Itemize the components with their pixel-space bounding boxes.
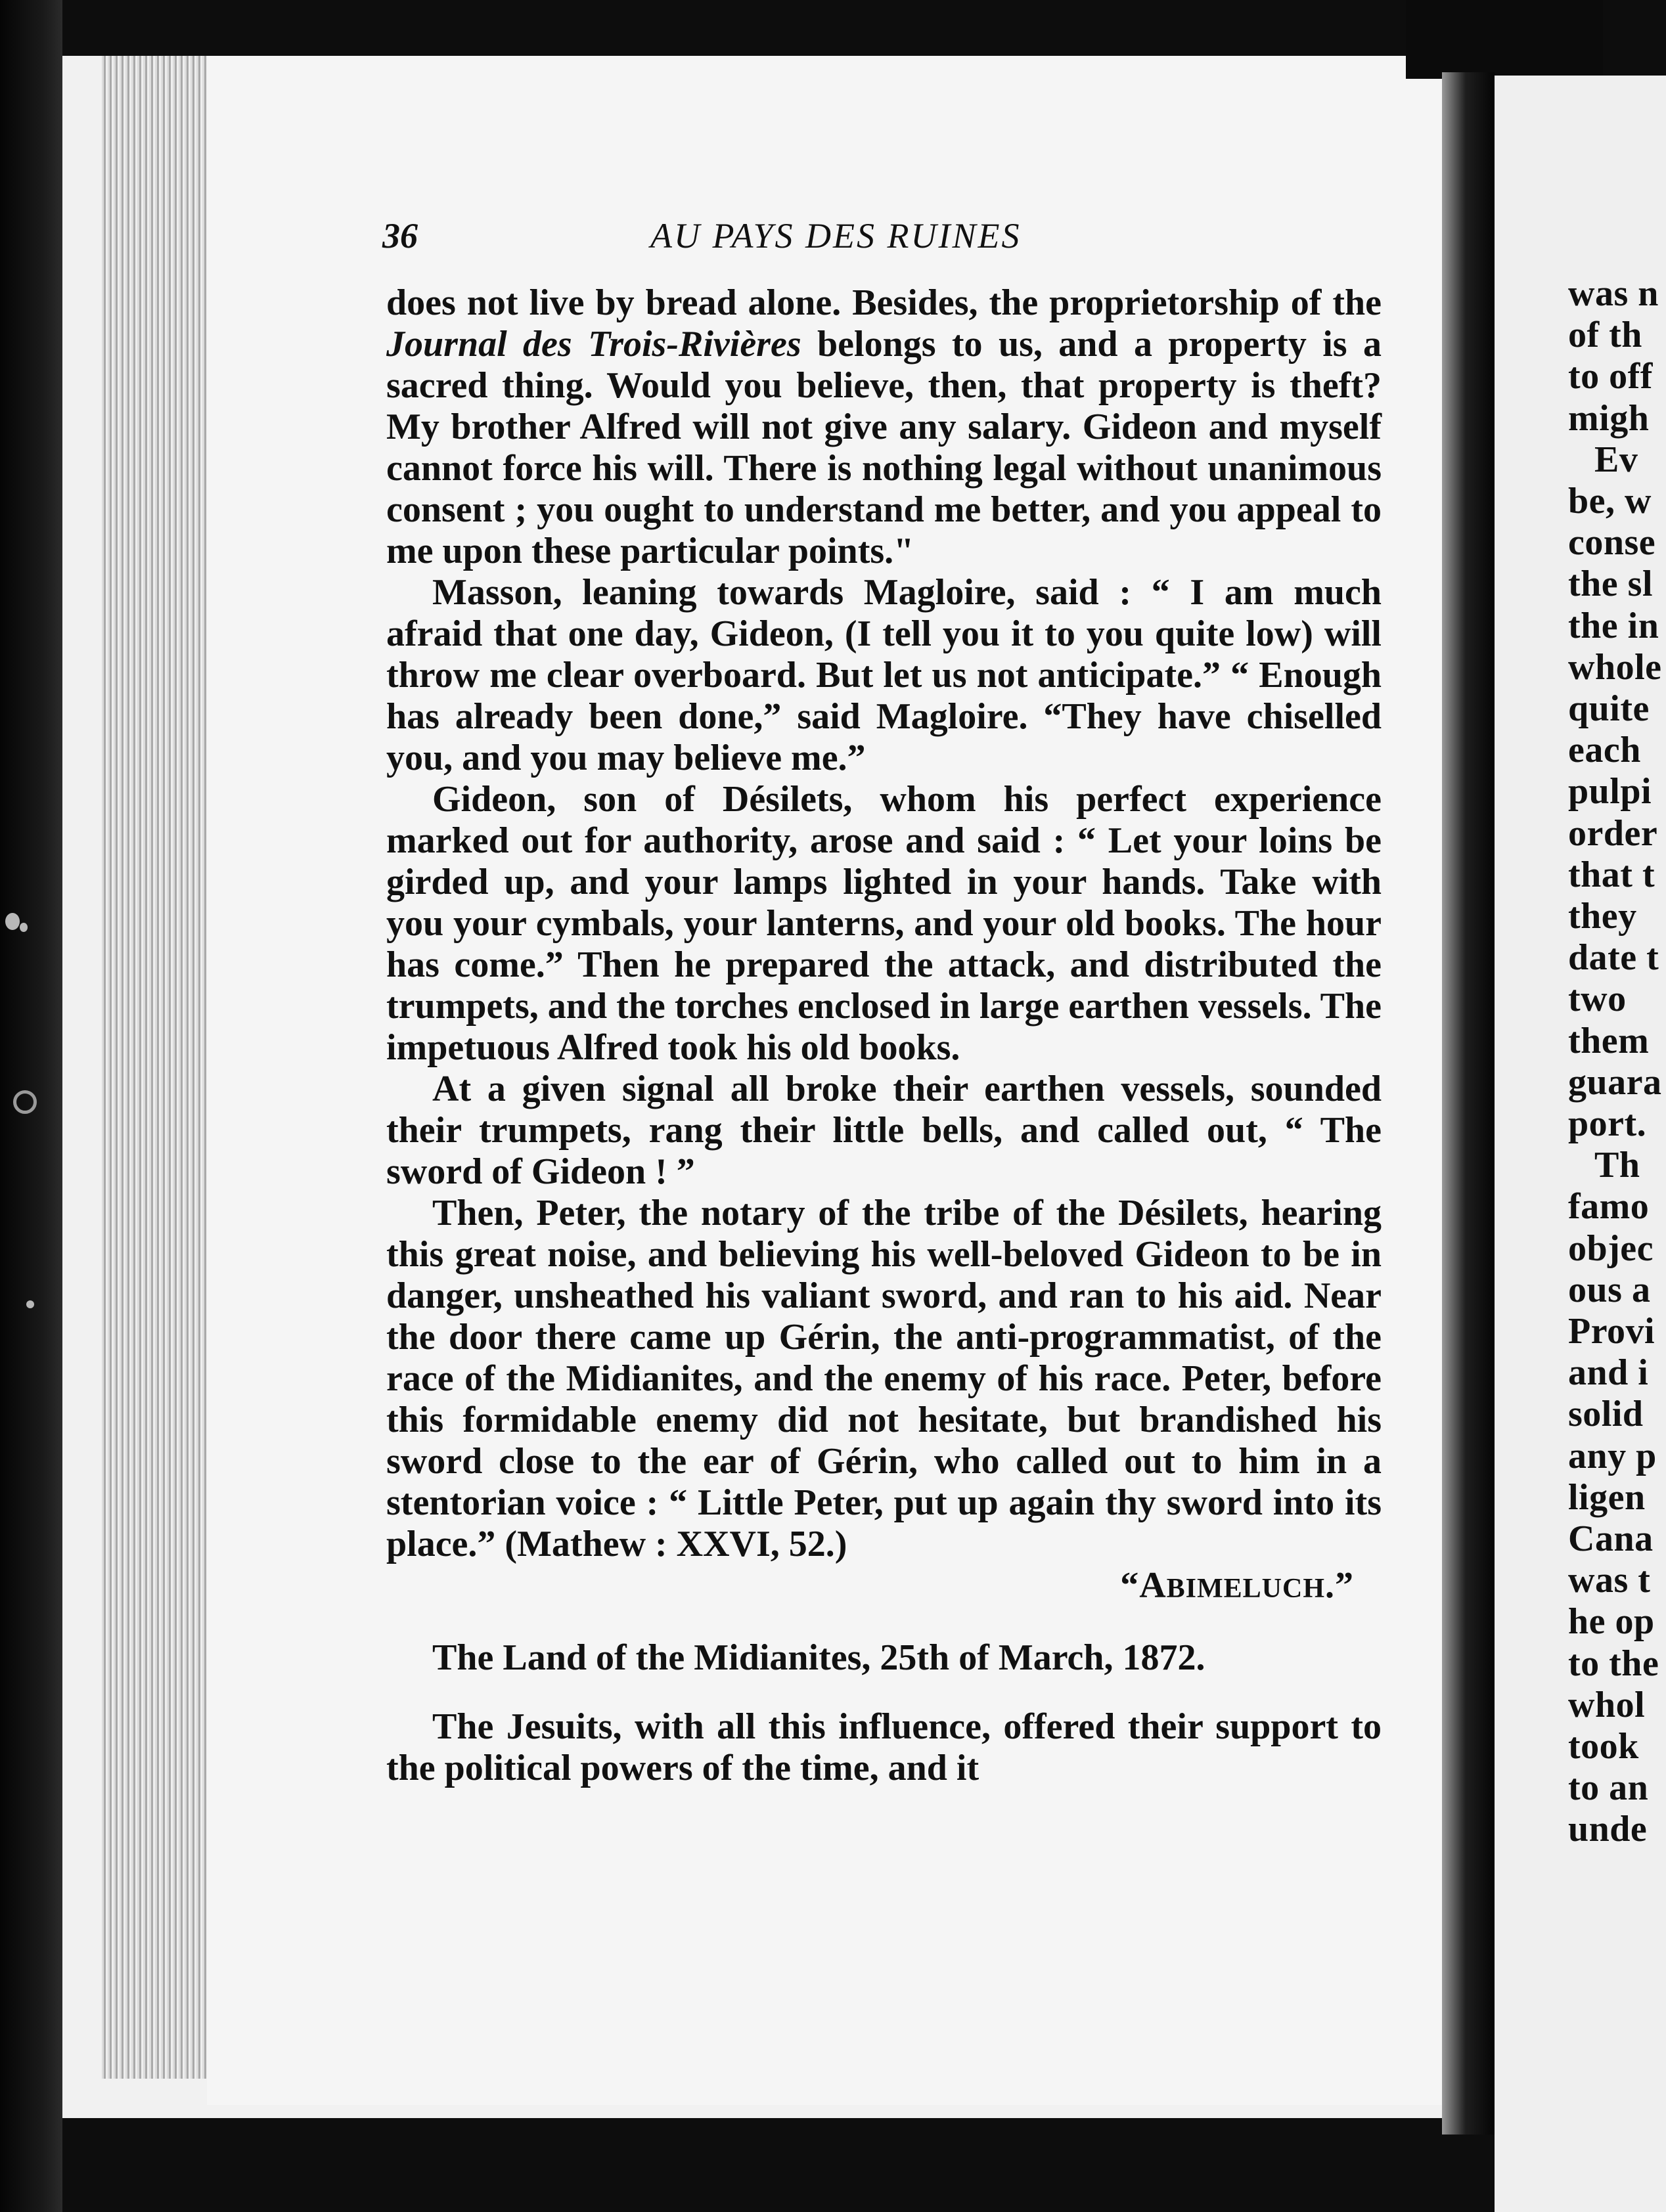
paragraph (386, 282, 1382, 572)
facing-page-line: whole (1568, 646, 1662, 688)
gutter-shadow (1442, 72, 1495, 2135)
facing-page-line: each (1568, 730, 1641, 771)
running-title: AU PAYS DES RUINES (650, 216, 1022, 255)
paper-speck (20, 923, 28, 932)
facing-page-line: any p (1568, 1435, 1657, 1476)
paragraph-text: does not live by bread alone. Besides, the proprietorship of the (386, 282, 1382, 323)
facing-page-line: guara (1568, 1061, 1662, 1103)
paragraph: At a given signal all broke their earthen vessels, sounded their trumpets, rang their little bells, and called out, “ The sword of Gideon ! ” (386, 1069, 1382, 1192)
facing-page-line: port. (1568, 1103, 1647, 1144)
page-number: 36 (382, 216, 418, 255)
dateline: The Land of the Midianites, 25th of March, 1872. (432, 1637, 1205, 1678)
facing-page-line: whol (1568, 1684, 1646, 1725)
facing-page-line: was t (1568, 1560, 1651, 1601)
facing-page-line: was n (1568, 273, 1659, 314)
facing-page-line: the sl (1568, 564, 1653, 605)
facing-page-line: famo (1568, 1186, 1650, 1228)
facing-page-line: took (1568, 1726, 1639, 1767)
facing-page-line: Ev (1594, 439, 1638, 480)
facing-page-line: them (1568, 1020, 1650, 1061)
paragraph-text: belongs to us, and a property is a sacred thing. Would you believe, then, that property is theft? My brother Alfred will not give any salary. Gideon and myself cannot force his will. There is nothing legal without unanimous consent ; you ought to understand me better, and you appeal to me upon these particular points." (386, 324, 1382, 571)
signature-close: .” (1325, 1565, 1354, 1606)
facing-page (1495, 76, 1666, 2212)
facing-page-line: the in (1568, 605, 1659, 646)
facing-page-line: migh (1568, 397, 1650, 439)
facing-page-line: unde (1568, 1809, 1648, 1850)
facing-page-line: pulpi (1568, 771, 1652, 812)
paragraph: Gideon, son of Désilets, whom his perfect experience marked out for authority, arose and said : “ Let your loins be girded up, and your lamps lighted in your hands. Take with you your cymbals, your lanterns, and your old books. The hour has come.” Then he prepared the attack, and distributed the trumpets, and the torches enclosed in large earthen vessels. The impetuous Alfred took his old books. (386, 779, 1382, 1068)
facing-page-line: Cana (1568, 1518, 1654, 1559)
signature-small-caps: BIMELUCH (1166, 1574, 1325, 1604)
paper-speck (26, 1300, 34, 1308)
facing-page-line: date t (1568, 937, 1659, 979)
facing-page-line: to off (1568, 356, 1653, 397)
facing-page-line: conse (1568, 522, 1656, 564)
gutter-shadow-top (1406, 0, 1603, 79)
paper-speck (13, 1090, 37, 1114)
facing-page-line: Provi (1568, 1311, 1655, 1352)
paragraph: The Jesuits, with all this influence, offered their support to the political powers of the time, and it (386, 1706, 1382, 1788)
facing-page-line: and i (1568, 1352, 1649, 1394)
facing-page-line: to the (1568, 1643, 1659, 1684)
page-body (386, 282, 1382, 1789)
signature (386, 1565, 1382, 1610)
facing-page-line: order (1568, 812, 1658, 854)
facing-page-line: they (1568, 896, 1637, 937)
facing-page-line: quite (1568, 688, 1650, 729)
journal-title: Journal des Trois-Rivières (386, 324, 801, 365)
facing-page-line: of th (1568, 315, 1642, 356)
signature-open: “A (1120, 1565, 1167, 1606)
facing-page-line: Th (1594, 1145, 1640, 1186)
facing-page-line: solid (1568, 1394, 1644, 1435)
facing-page-line: ligen (1568, 1476, 1646, 1518)
facing-page-line: to an (1568, 1767, 1649, 1809)
paragraph: Then, Peter, the notary of the tribe of the Désilets, hearing this great noise, and believing his well-beloved Gideon to be in danger, unsheathed his valiant sword, and ran to his aid. Near the door there came up Gérin, the anti-programmatist, of the race of the Midianites, and the enemy of his race. Peter, before this formidable enemy did not hesitate, but brandished his sword close to the ear of Gérin, who called out to him in a stentorian voice : “ Little Peter, put up again thy sword into its place.” (Mathew : XXVI, 52.) (386, 1193, 1382, 1564)
facing-page-line: that t (1568, 854, 1655, 895)
facing-page-line: ous a (1568, 1269, 1651, 1310)
facing-page-line: objec (1568, 1228, 1654, 1269)
facing-page-line: be, w (1568, 481, 1652, 521)
paper-speck (5, 913, 20, 930)
facing-page-line: two (1568, 979, 1627, 1020)
paragraph: Masson, leaning towards Magloire, said : “ I am much afraid that one day, Gideon, (I tell you it to you quite low) will throw me clear overboard. But let us not anticipate.” “ Enough has already been done,” said Magloire. “They have chiselled you, and you may believe me.” (386, 572, 1382, 778)
page-edges (102, 56, 207, 2079)
facing-page-line: he op (1568, 1601, 1655, 1643)
